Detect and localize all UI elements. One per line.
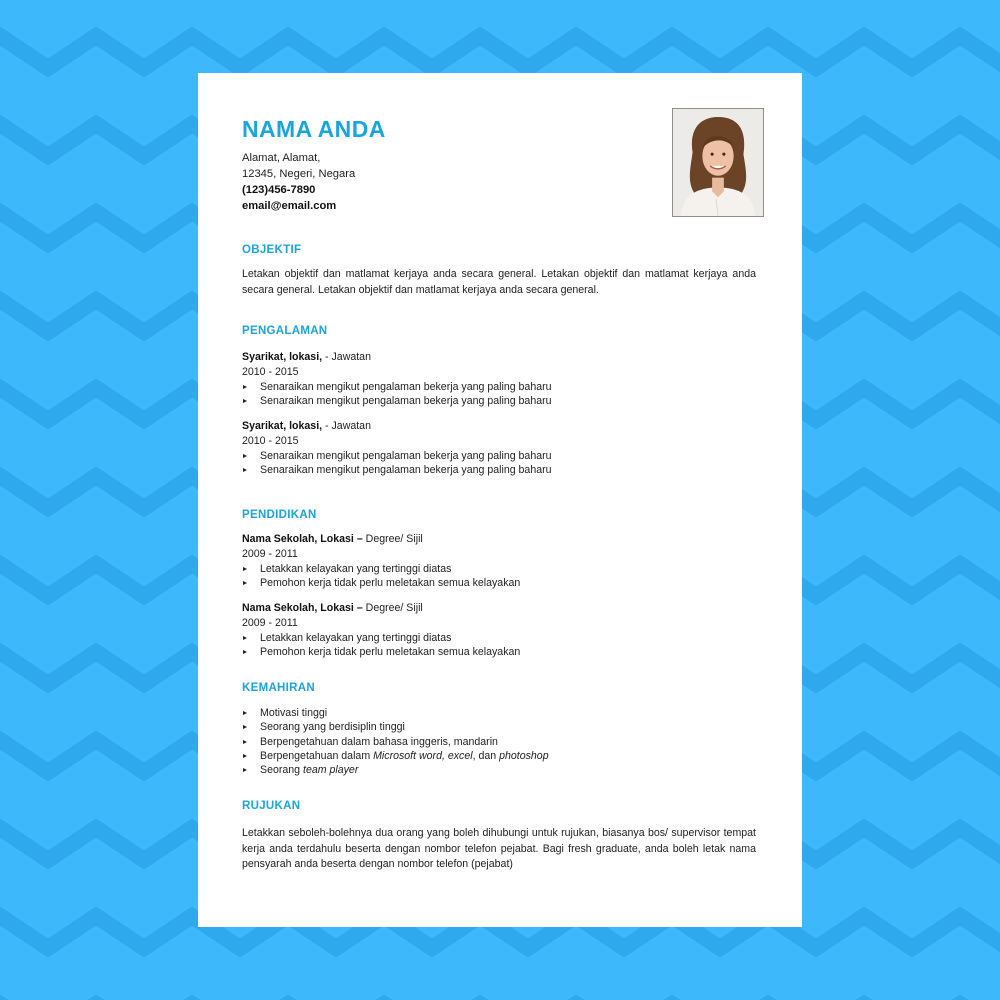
school-location: Nama Sekolah, Lokasi –	[242, 533, 363, 545]
kemahiran-section	[242, 706, 756, 777]
employment-years: 2010 - 2015	[242, 366, 299, 378]
skill-item: Berpengetahuan dalam bahasa inggeris, mandarin	[242, 735, 756, 749]
skill-text: Seorang	[260, 764, 303, 777]
education-entry	[242, 601, 756, 660]
experience-bullet: Senaraikan mengikut pengalaman bekerja yang paling baharu	[242, 394, 756, 408]
company-location: Syarikat, lokasi,	[242, 419, 323, 432]
section-title-kemahiran: KEMAHIRAN	[242, 682, 315, 694]
education-bullet: Letakkan kelayakan yang tertinggi diatas	[242, 562, 756, 576]
company-location: Syarikat, lokasi,	[242, 351, 323, 363]
experience-entry	[242, 350, 756, 409]
degree: Degree/ Sijil	[362, 601, 423, 614]
section-title-rujukan: RUJUKAN	[242, 800, 301, 812]
skill-item: Seorang yang berdisiplin tinggi	[242, 720, 756, 734]
study-years: 2009 - 2011	[242, 616, 298, 629]
study-years: 2009 - 2011	[242, 548, 298, 560]
employment-years: 2010 - 2015	[242, 434, 299, 447]
skill-item: Motivasi tinggi	[242, 706, 756, 720]
email-address: email@email.com	[242, 200, 337, 212]
skill-software: Microsoft word, excel	[373, 749, 473, 762]
address-line-1: Alamat, Alamat,	[242, 152, 321, 164]
resume-page	[198, 73, 802, 927]
skill-text: Berpengetahuan dalam	[260, 749, 374, 762]
degree: Degree/ Sijil	[362, 533, 423, 545]
section-title-objektif: OBJEKTIF	[242, 244, 302, 256]
phone-number: (123)456-7890	[242, 184, 316, 196]
objektif-section	[242, 267, 756, 298]
experience-bullet: Senaraikan mengikut pengalaman bekerja yang paling baharu	[242, 449, 756, 463]
skill-item	[242, 763, 756, 777]
section-title-pengalaman: PENGALAMAN	[242, 325, 328, 337]
portrait-photo	[672, 108, 764, 217]
education-bullet: Letakkan kelayakan yang tertinggi diatas	[242, 631, 756, 645]
experience-entry	[242, 419, 756, 478]
candidate-name: NAMA ANDA	[242, 116, 386, 142]
rujukan-text: Letakkan seboleh-bolehnya dua orang yang boleh dihubungi untuk rujukan, biasanya bos/ supervisor tempat kerja anda terdahulu beserta dengan nombor telefon pejabat. Bagi fresh graduate, anda boleh letak nama pensyarah anda beserta dengan nombor telefon (pejabat)	[242, 827, 756, 870]
skill-software: photoshop	[499, 749, 549, 762]
pendidikan-section	[242, 532, 756, 659]
address-line-2: 12345, Negeri, Negara	[242, 168, 356, 180]
section-title-pendidikan: PENDIDIKAN	[242, 509, 317, 521]
skill-emphasis: team player	[303, 764, 359, 777]
job-title: - Jawatan	[322, 419, 371, 432]
school-location: Nama Sekolah, Lokasi –	[242, 601, 363, 614]
experience-bullet: Senaraikan mengikut pengalaman bekerja yang paling baharu	[242, 380, 756, 394]
education-bullet: Pemohon kerja tidak perlu meletakan semua kelayakan	[242, 645, 756, 659]
education-bullet: Pemohon kerja tidak perlu meletakan semua kelayakan	[242, 576, 756, 590]
experience-bullet: Senaraikan mengikut pengalaman bekerja yang paling baharu	[242, 463, 756, 477]
rujukan-section	[242, 826, 756, 873]
objektif-text: Letakan objektif dan matlamat kerjaya anda secara general. Letakan objektif dan matlamat kerjaya anda secara general. Letakan objektif dan matlamat kerjaya anda secara general.	[242, 268, 756, 296]
skill-text: , dan	[472, 749, 500, 762]
education-entry	[242, 532, 756, 591]
job-title: - Jawatan	[322, 351, 371, 363]
skill-item	[242, 749, 756, 763]
pengalaman-section	[242, 350, 756, 477]
